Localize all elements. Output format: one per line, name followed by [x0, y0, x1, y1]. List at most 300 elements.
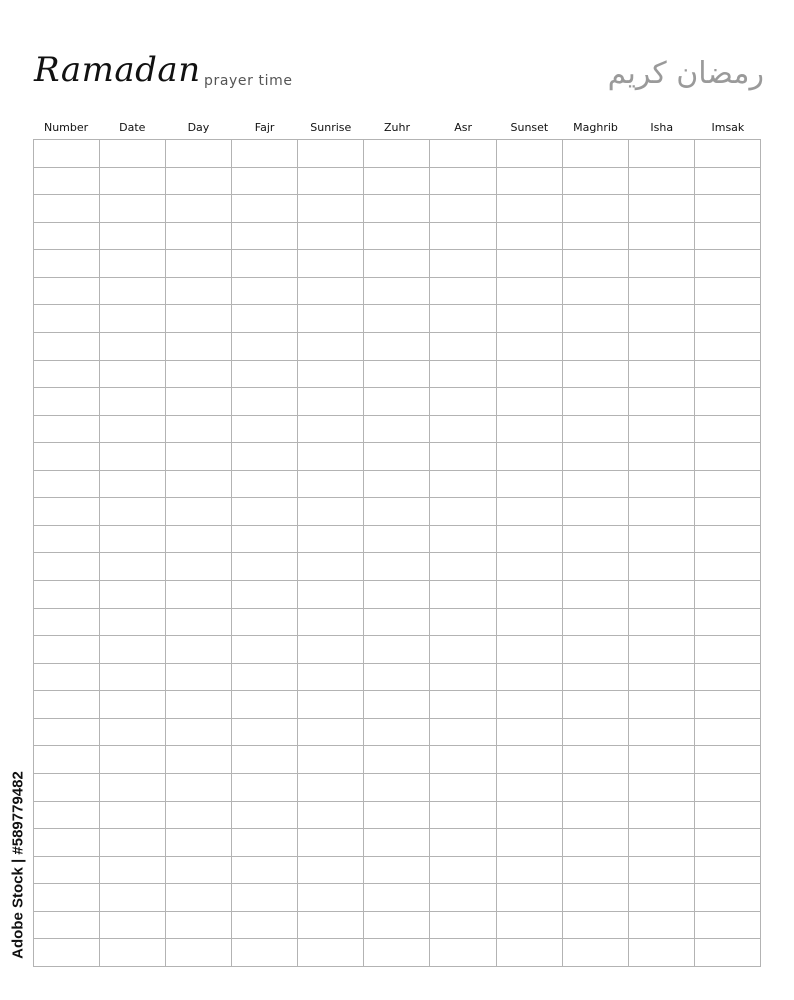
table-cell-fajr — [232, 140, 298, 168]
table-cell-day — [166, 525, 232, 553]
table-cell-sunset — [496, 415, 562, 443]
table-row — [34, 525, 761, 553]
table-cell-zuhr — [364, 305, 430, 333]
table-cell-sunset — [496, 773, 562, 801]
table-cell-maghrib — [562, 581, 628, 609]
table-cell-isha — [628, 305, 694, 333]
table-cell-zuhr — [364, 222, 430, 250]
table-cell-sunset — [496, 443, 562, 471]
table-cell-number — [34, 939, 100, 967]
table-row — [34, 718, 761, 746]
table-cell-fajr — [232, 388, 298, 416]
table-cell-maghrib — [562, 911, 628, 939]
table-cell-imsak — [694, 222, 760, 250]
table-cell-zuhr — [364, 663, 430, 691]
table-cell-maghrib — [562, 608, 628, 636]
table-cell-maghrib — [562, 222, 628, 250]
table-cell-sunrise — [298, 415, 364, 443]
table-cell-isha — [628, 222, 694, 250]
table-cell-sunset — [496, 498, 562, 526]
table-row — [34, 332, 761, 360]
table-cell-sunrise — [298, 911, 364, 939]
table-cell-date — [100, 663, 166, 691]
table-cell-zuhr — [364, 801, 430, 829]
table-row — [34, 140, 761, 168]
table-cell-asr — [430, 773, 496, 801]
table-cell-sunset — [496, 332, 562, 360]
table-cell-day — [166, 305, 232, 333]
table-cell-fajr — [232, 277, 298, 305]
table-cell-number — [34, 829, 100, 857]
table-cell-asr — [430, 663, 496, 691]
table-cell-date — [100, 773, 166, 801]
table-cell-zuhr — [364, 939, 430, 967]
table-cell-zuhr — [364, 718, 430, 746]
table-cell-sunset — [496, 277, 562, 305]
table-cell-day — [166, 608, 232, 636]
table-cell-imsak — [694, 250, 760, 278]
table-cell-date — [100, 939, 166, 967]
table-cell-number — [34, 470, 100, 498]
table-cell-day — [166, 195, 232, 223]
table-cell-maghrib — [562, 250, 628, 278]
table-row — [34, 608, 761, 636]
table-cell-maghrib — [562, 498, 628, 526]
table-cell-day — [166, 773, 232, 801]
table-cell-imsak — [694, 884, 760, 912]
table-cell-sunrise — [298, 718, 364, 746]
table-cell-sunrise — [298, 277, 364, 305]
table-cell-asr — [430, 581, 496, 609]
table-header — [33, 121, 761, 137]
table-cell-imsak — [694, 581, 760, 609]
table-cell-day — [166, 167, 232, 195]
table-cell-zuhr — [364, 608, 430, 636]
table-row — [34, 663, 761, 691]
table-cell-zuhr — [364, 691, 430, 719]
table-cell-date — [100, 884, 166, 912]
table-cell-sunrise — [298, 360, 364, 388]
table-row — [34, 470, 761, 498]
table-cell-fajr — [232, 691, 298, 719]
table-cell-number — [34, 691, 100, 719]
table-cell-date — [100, 581, 166, 609]
table-cell-sunset — [496, 663, 562, 691]
table-cell-day — [166, 856, 232, 884]
table-cell-sunset — [496, 470, 562, 498]
table-cell-sunrise — [298, 167, 364, 195]
table-cell-sunset — [496, 884, 562, 912]
table-cell-zuhr — [364, 856, 430, 884]
table-cell-imsak — [694, 443, 760, 471]
table-cell-date — [100, 553, 166, 581]
table-cell-fajr — [232, 250, 298, 278]
table-cell-sunset — [496, 718, 562, 746]
table-cell-day — [166, 939, 232, 967]
table-row — [34, 388, 761, 416]
table-cell-day — [166, 415, 232, 443]
table-cell-day — [166, 829, 232, 857]
table-cell-maghrib — [562, 636, 628, 664]
table-row — [34, 829, 761, 857]
table-cell-imsak — [694, 911, 760, 939]
table-cell-number — [34, 884, 100, 912]
table-cell-fajr — [232, 167, 298, 195]
table-cell-sunrise — [298, 388, 364, 416]
table-cell-asr — [430, 222, 496, 250]
table-cell-maghrib — [562, 939, 628, 967]
page-title: Ramadan — [34, 50, 201, 90]
table-cell-maghrib — [562, 691, 628, 719]
table-cell-zuhr — [364, 525, 430, 553]
table-cell-asr — [430, 525, 496, 553]
table-cell-asr — [430, 636, 496, 664]
table-cell-asr — [430, 939, 496, 967]
table-cell-isha — [628, 856, 694, 884]
column-header-asr: Asr — [454, 121, 473, 134]
table-cell-sunrise — [298, 608, 364, 636]
column-header-isha: Isha — [650, 121, 674, 134]
column-header-date: Date — [119, 121, 146, 134]
table-cell-maghrib — [562, 332, 628, 360]
table-cell-isha — [628, 388, 694, 416]
table-cell-sunrise — [298, 498, 364, 526]
table-cell-zuhr — [364, 911, 430, 939]
column-header-sunset: Sunset — [510, 121, 549, 134]
table-cell-sunset — [496, 360, 562, 388]
table-row — [34, 911, 761, 939]
table-cell-asr — [430, 856, 496, 884]
table-cell-imsak — [694, 636, 760, 664]
table-cell-zuhr — [364, 884, 430, 912]
table-cell-sunrise — [298, 939, 364, 967]
table-cell-sunrise — [298, 553, 364, 581]
table-cell-sunrise — [298, 773, 364, 801]
table-cell-sunset — [496, 581, 562, 609]
table-cell-sunset — [496, 801, 562, 829]
table-cell-maghrib — [562, 415, 628, 443]
table-cell-imsak — [694, 388, 760, 416]
table-cell-number — [34, 525, 100, 553]
table-row — [34, 939, 761, 967]
table-cell-zuhr — [364, 498, 430, 526]
table-cell-imsak — [694, 470, 760, 498]
table-cell-asr — [430, 911, 496, 939]
table-cell-sunset — [496, 691, 562, 719]
table-cell-sunrise — [298, 195, 364, 223]
column-header-sunrise: Sunrise — [310, 121, 352, 134]
table-cell-number — [34, 388, 100, 416]
table-cell-day — [166, 443, 232, 471]
table-cell-number — [34, 360, 100, 388]
table-cell-fajr — [232, 608, 298, 636]
table-cell-day — [166, 332, 232, 360]
table-cell-imsak — [694, 718, 760, 746]
table-cell-number — [34, 443, 100, 471]
table-cell-number — [34, 305, 100, 333]
table-cell-sunset — [496, 746, 562, 774]
table-cell-sunset — [496, 305, 562, 333]
table-cell-maghrib — [562, 829, 628, 857]
table-cell-maghrib — [562, 140, 628, 168]
table-cell-imsak — [694, 746, 760, 774]
table-cell-maghrib — [562, 277, 628, 305]
table-cell-asr — [430, 746, 496, 774]
table-cell-sunrise — [298, 305, 364, 333]
table-cell-sunrise — [298, 222, 364, 250]
table-cell-sunrise — [298, 636, 364, 664]
table-cell-isha — [628, 663, 694, 691]
table-cell-maghrib — [562, 470, 628, 498]
table-cell-number — [34, 856, 100, 884]
table-cell-fajr — [232, 829, 298, 857]
table-cell-asr — [430, 305, 496, 333]
table-cell-number — [34, 167, 100, 195]
table-cell-sunset — [496, 829, 562, 857]
table-cell-maghrib — [562, 195, 628, 223]
table-cell-date — [100, 277, 166, 305]
table-cell-fajr — [232, 581, 298, 609]
table-cell-number — [34, 195, 100, 223]
table-cell-maghrib — [562, 663, 628, 691]
table-cell-isha — [628, 581, 694, 609]
table-cell-sunrise — [298, 663, 364, 691]
table-row — [34, 884, 761, 912]
table-cell-imsak — [694, 939, 760, 967]
table-cell-asr — [430, 388, 496, 416]
column-header-day: Day — [187, 121, 210, 134]
table-cell-zuhr — [364, 277, 430, 305]
table-cell-sunrise — [298, 443, 364, 471]
table-cell-fajr — [232, 553, 298, 581]
table-cell-imsak — [694, 553, 760, 581]
table-row — [34, 167, 761, 195]
table-cell-imsak — [694, 525, 760, 553]
table-cell-asr — [430, 332, 496, 360]
column-header-maghrib: Maghrib — [573, 121, 618, 134]
table-cell-zuhr — [364, 773, 430, 801]
table-cell-number — [34, 746, 100, 774]
table-cell-sunset — [496, 856, 562, 884]
table-cell-isha — [628, 608, 694, 636]
table-cell-fajr — [232, 773, 298, 801]
table-cell-date — [100, 332, 166, 360]
table-cell-zuhr — [364, 195, 430, 223]
table-cell-sunrise — [298, 801, 364, 829]
table-cell-day — [166, 553, 232, 581]
table-row — [34, 415, 761, 443]
table-cell-fajr — [232, 856, 298, 884]
table-cell-number — [34, 277, 100, 305]
table-cell-asr — [430, 553, 496, 581]
table-cell-day — [166, 360, 232, 388]
table-cell-zuhr — [364, 167, 430, 195]
table-cell-sunset — [496, 608, 562, 636]
table-cell-day — [166, 277, 232, 305]
table-cell-day — [166, 746, 232, 774]
table-cell-imsak — [694, 663, 760, 691]
table-cell-fajr — [232, 443, 298, 471]
table-cell-sunset — [496, 525, 562, 553]
table-cell-number — [34, 801, 100, 829]
table-cell-day — [166, 222, 232, 250]
table-row — [34, 746, 761, 774]
table-cell-isha — [628, 746, 694, 774]
table-cell-asr — [430, 608, 496, 636]
table-cell-zuhr — [364, 360, 430, 388]
table-cell-asr — [430, 498, 496, 526]
table-cell-imsak — [694, 773, 760, 801]
table-cell-date — [100, 222, 166, 250]
table-cell-date — [100, 305, 166, 333]
table-cell-sunset — [496, 167, 562, 195]
table-cell-isha — [628, 801, 694, 829]
table-cell-date — [100, 525, 166, 553]
table-cell-sunrise — [298, 856, 364, 884]
table-row — [34, 636, 761, 664]
table-cell-day — [166, 250, 232, 278]
table-cell-isha — [628, 360, 694, 388]
table-cell-asr — [430, 443, 496, 471]
table-cell-sunset — [496, 388, 562, 416]
table-cell-fajr — [232, 498, 298, 526]
table-cell-fajr — [232, 801, 298, 829]
table-cell-sunrise — [298, 746, 364, 774]
table-cell-sunrise — [298, 691, 364, 719]
table-cell-isha — [628, 140, 694, 168]
table-cell-day — [166, 801, 232, 829]
table-row — [34, 305, 761, 333]
table-cell-sunrise — [298, 470, 364, 498]
table-cell-date — [100, 608, 166, 636]
table-cell-imsak — [694, 195, 760, 223]
table-cell-fajr — [232, 222, 298, 250]
table-cell-asr — [430, 718, 496, 746]
table-cell-fajr — [232, 746, 298, 774]
table-cell-date — [100, 718, 166, 746]
table-cell-fajr — [232, 663, 298, 691]
table-cell-date — [100, 250, 166, 278]
table-cell-asr — [430, 829, 496, 857]
table-cell-isha — [628, 470, 694, 498]
table-cell-isha — [628, 718, 694, 746]
table-cell-zuhr — [364, 746, 430, 774]
table-cell-fajr — [232, 636, 298, 664]
table-cell-isha — [628, 911, 694, 939]
stock-id-text: Adobe Stock | #589779482 — [9, 771, 27, 959]
table-cell-sunset — [496, 140, 562, 168]
table-cell-zuhr — [364, 415, 430, 443]
column-header-imsak: Imsak — [711, 121, 745, 134]
table-cell-date — [100, 415, 166, 443]
table-cell-isha — [628, 773, 694, 801]
table-cell-day — [166, 470, 232, 498]
table-cell-isha — [628, 498, 694, 526]
table-cell-isha — [628, 525, 694, 553]
table-cell-isha — [628, 415, 694, 443]
table-cell-maghrib — [562, 305, 628, 333]
arabic-greeting: رمضان كريم — [607, 56, 764, 91]
table-cell-date — [100, 856, 166, 884]
table-cell-zuhr — [364, 470, 430, 498]
table-cell-zuhr — [364, 140, 430, 168]
table-cell-number — [34, 553, 100, 581]
table-cell-sunrise — [298, 332, 364, 360]
table-cell-zuhr — [364, 636, 430, 664]
table-cell-number — [34, 222, 100, 250]
table-cell-sunset — [496, 911, 562, 939]
table-cell-maghrib — [562, 773, 628, 801]
table-cell-date — [100, 829, 166, 857]
table-cell-sunrise — [298, 829, 364, 857]
table-cell-number — [34, 250, 100, 278]
table-cell-isha — [628, 167, 694, 195]
table-cell-sunset — [496, 195, 562, 223]
table-cell-maghrib — [562, 553, 628, 581]
table-cell-zuhr — [364, 581, 430, 609]
table-cell-imsak — [694, 305, 760, 333]
table-cell-number — [34, 911, 100, 939]
table-cell-day — [166, 911, 232, 939]
table-cell-sunset — [496, 553, 562, 581]
table-cell-sunrise — [298, 250, 364, 278]
column-header-fajr: Fajr — [254, 121, 275, 134]
table-cell-sunrise — [298, 525, 364, 553]
table-cell-zuhr — [364, 250, 430, 278]
table-cell-maghrib — [562, 801, 628, 829]
table-cell-date — [100, 195, 166, 223]
table-cell-asr — [430, 801, 496, 829]
table-cell-date — [100, 636, 166, 664]
table-cell-asr — [430, 884, 496, 912]
table-cell-isha — [628, 332, 694, 360]
table-row — [34, 277, 761, 305]
table-cell-maghrib — [562, 884, 628, 912]
table-cell-sunset — [496, 222, 562, 250]
table-cell-fajr — [232, 718, 298, 746]
table-cell-date — [100, 140, 166, 168]
table-cell-asr — [430, 360, 496, 388]
column-header-number: Number — [43, 121, 89, 134]
table-cell-date — [100, 498, 166, 526]
table-row — [34, 360, 761, 388]
table-cell-sunset — [496, 939, 562, 967]
table-cell-sunset — [496, 250, 562, 278]
table-row — [34, 222, 761, 250]
table-cell-asr — [430, 167, 496, 195]
page-subtitle: prayer time — [204, 73, 293, 89]
table-cell-imsak — [694, 801, 760, 829]
table-cell-zuhr — [364, 553, 430, 581]
table-row — [34, 195, 761, 223]
table-cell-date — [100, 388, 166, 416]
table-cell-day — [166, 388, 232, 416]
table-cell-isha — [628, 939, 694, 967]
table-cell-date — [100, 691, 166, 719]
table-cell-number — [34, 636, 100, 664]
table-cell-asr — [430, 140, 496, 168]
table-row — [34, 801, 761, 829]
table-row — [34, 581, 761, 609]
table-cell-date — [100, 470, 166, 498]
table-cell-asr — [430, 250, 496, 278]
table-cell-maghrib — [562, 360, 628, 388]
table-cell-number — [34, 498, 100, 526]
table-cell-maghrib — [562, 443, 628, 471]
table-cell-day — [166, 140, 232, 168]
table-row — [34, 553, 761, 581]
table-cell-imsak — [694, 608, 760, 636]
